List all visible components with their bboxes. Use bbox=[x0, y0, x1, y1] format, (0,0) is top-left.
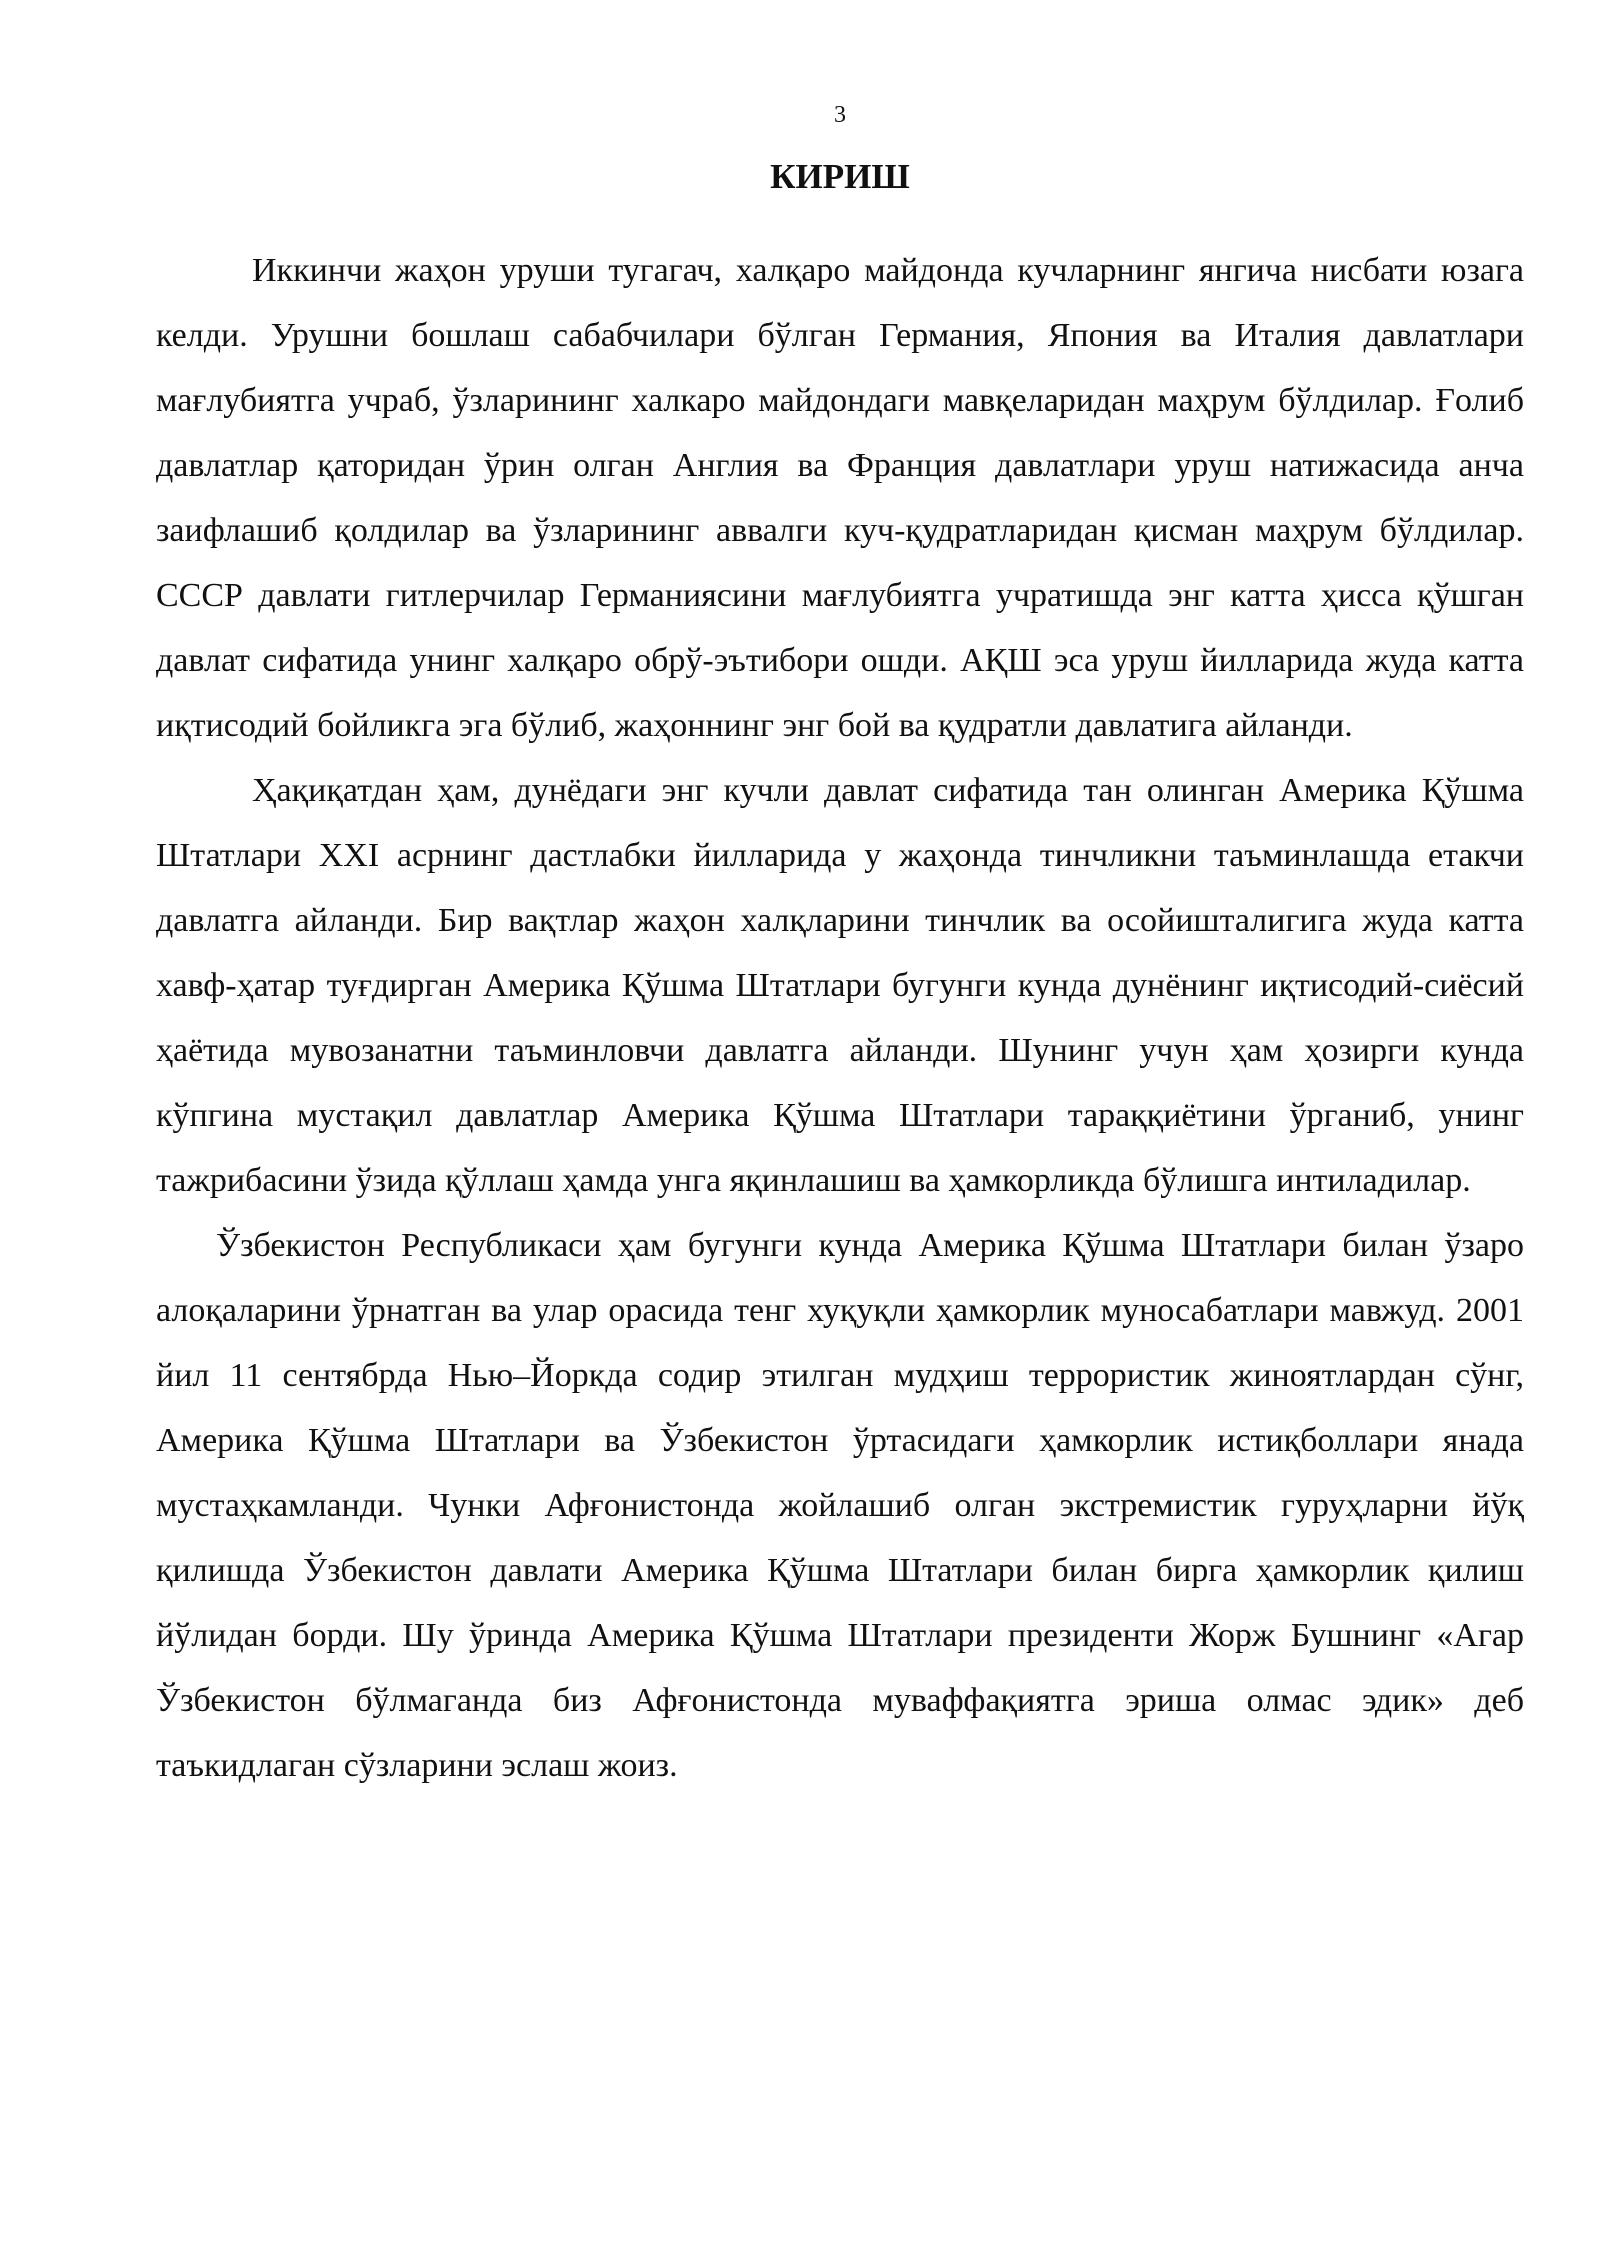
paragraph-2: Ҳақиқатдан ҳам, дунёдаги энг кучли давлат сифатида тан олинган Америка Қўшма Штатлари XXI асрнинг дастлабки йилларида у жаҳонда тинчликни таъминлашда етакчи давлатга айланди. Бир вақтлар жаҳон халқларини тинчлик ва осойишталигига жуда катта хавф-ҳатар туғдирган Америка Қўшма Штатлари бугунги кунда дунёнинг иқтисодий-сиёсий ҳаётида мувозанатни таъминловчи давлатга айланди. Шунинг учун ҳам ҳозирги кунда кўпгина мустақил давлатлар Америка Қўшма Штатлари тараққиётини ўрганиб, унинг тажрибасини ўзида қўллаш ҳамда унга яқинлашиш ва ҳамкорликда бўлишга интиладилар. bbox=[156, 772, 1524, 1199]
paragraph-3: Ўзбекистон Республикаси ҳам бугунги кунда Америка Қўшма Штатлари билан ўзаро алоқаларини ўрнатган ва улар орасида тенг хуқуқли ҳамкорлик муносабатлари мавжуд. 2001 йил 11 сентябрда Нью–Йоркда содир этилган мудҳиш террористик жиноятлардан сўнг, Америка Қўшма Штатлари ва Ўзбекистон ўртасидаги ҳамкорлик истиқболлари янада мустаҳкамланди. Чунки Афғонистонда жойлашиб олган экстремистик гуруҳларни йўқ қилишда Ўзбекистон давлати Америка Қўшма Штатлари билан бирга ҳамкорлик қилиш йўлидан борди. Шу ўринда Америка Қўшма Штатлари президенти Жорж Бушнинг «Агар Ўзбекистон бўлмаганда биз Афғонистонда муваффақиятга эриша олмас эдик» деб таъкидлаган сўзларини эслаш жоиз. bbox=[156, 1227, 1524, 1784]
body-text bbox=[156, 238, 1524, 1798]
page-number: 3 bbox=[834, 102, 846, 128]
paragraph-1: Иккинчи жаҳон уруши тугагач, халқаро майдонда кучларнинг янгича нисбати юзага келди. Урушни бошлаш сабабчилари бўлган Германия, Япония ва Италия давлатлари мағлубиятга учраб, ўзларининг халкаро майдондаги мавқеларидан маҳрум бўлдилар. Ғолиб давлатлар қаторидан ўрин олган Англия ва Франция давлатлари уруш натижасида анча заифлашиб қолдилар ва ўзларининг аввалги куч-қудратларидан қисман маҳрум бўлдилар. СССР давлати гитлерчилар Германиясини мағлубиятга учратишда энг катта ҳисса қўшган давлат сифатида унинг халқаро обрў-эътибори ошди. АҚШ эса уруш йилларида жуда катта иқтисодий бойликга эга бўлиб, жаҳоннинг энг бой ва қудратли давлатига айланди. bbox=[156, 252, 1524, 744]
section-heading: КИРИШ bbox=[770, 157, 910, 196]
